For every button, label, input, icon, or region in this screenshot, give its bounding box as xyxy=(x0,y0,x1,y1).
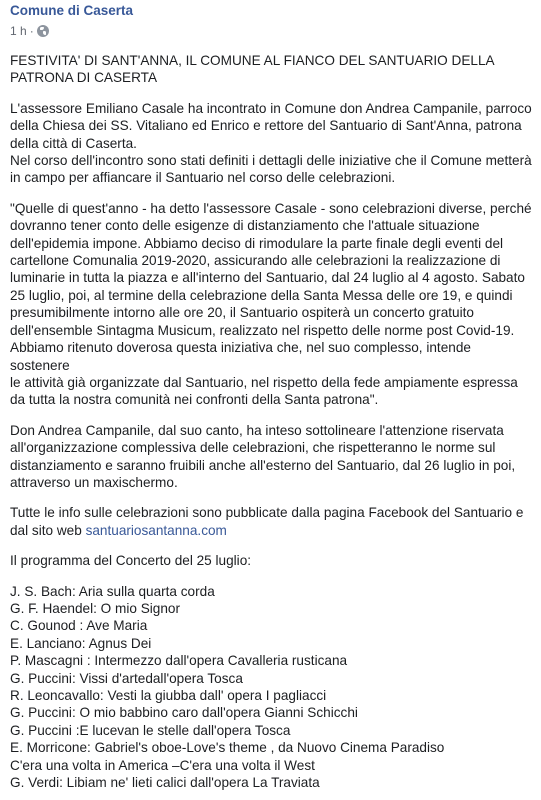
text-line: cartellone Comunalia 2019-2020, assicurando alle celebrazioni la realizzazione di xyxy=(10,253,501,269)
program-item: C. Gounod : Ave Maria xyxy=(10,618,148,634)
post-body xyxy=(10,52,534,791)
paragraph-4 xyxy=(10,504,534,539)
program-item: C'era una volta in America –C'era una volta il West xyxy=(10,757,315,773)
page-name-link[interactable]: Comune di Caserta xyxy=(10,3,134,18)
program-item: G. Puccini: O mio babbino caro dall'opera Gianni Schicchi xyxy=(10,705,358,721)
program-heading xyxy=(10,552,534,569)
text-line: all'organizzazione complessiva delle celebrazioni, che rispetteranno le norme sul xyxy=(10,440,496,456)
text-line: della Chiesa dei SS. Vitaliano ed Enrico e rettore del Santuario di Sant'Anna, patrona xyxy=(10,118,522,134)
text-line: dovranno tener conto delle esigenze di distanziamento che l'attuale situazione xyxy=(10,218,480,234)
text-line: Don Andrea Campanile, dal suo canto, ha inteso sottolineare l'attenzione riservata xyxy=(10,422,504,438)
program-list xyxy=(10,583,534,792)
text-fragment: dal sito web xyxy=(10,522,86,538)
text-line: attraverso un maxischermo. xyxy=(10,474,178,490)
program-item: R. Leoncavallo: Vesti la giubba dall' opera I pagliacci xyxy=(10,688,327,703)
text-line: da tutta la nostra comunità nei confronti della Santa patrona". xyxy=(10,392,379,408)
paragraph-3 xyxy=(10,422,534,492)
text-line: 25 luglio, poi, al termine della celebrazione della Santa Messa delle ore 19, e quindi xyxy=(10,287,513,303)
text-line: le attività già organizzate dal Santuario, nel rispetto della fede ampiamente espressa xyxy=(10,374,518,390)
text-line: in campo per affiancare il Santuario nel corso delle celebrazioni. xyxy=(10,170,396,186)
text-line: "Quelle di quest'anno - ha detto l'assessore Casale - sono celebrazioni diverse, perché xyxy=(10,200,532,216)
globe-icon[interactable] xyxy=(37,25,49,37)
program-item: G. Puccini :E lucevan le stelle dall'opera Tosca xyxy=(10,722,291,738)
program-item: G. Puccini: Vissi d'artedall'opera Tosca xyxy=(10,670,243,686)
title-line: FESTIVITA' DI SANT'ANNA, IL COMUNE AL FIANCO DEL SANTUARIO DELLA xyxy=(10,53,495,68)
meta-separator: · xyxy=(29,24,34,38)
program-title: Il programma del Concerto del 25 luglio: xyxy=(10,553,252,569)
program-item: E. Morricone: Gabriel's oboe-Love's theme , da Nuovo Cinema Paradiso xyxy=(10,740,445,756)
post-header xyxy=(10,2,133,39)
program-item: J. S. Bach: Aria sulla quarta corda xyxy=(10,583,215,599)
text-line: Tutte le info sulle celebrazioni sono pubblicate dalla pagina Facebook del Santuario e xyxy=(10,505,524,521)
post-timestamp[interactable]: 1 h xyxy=(10,24,27,38)
text-line: presumibilmente intorno alle ore 20, il Santuario ospiterà un concerto gratuito xyxy=(10,305,474,321)
paragraph-2 xyxy=(10,200,534,409)
text-line: Nel corso dell'incontro sono stati definiti i dettagli delle iniziative che il Comune metterà xyxy=(10,153,532,169)
post-meta xyxy=(10,23,133,39)
program-item: G. Verdi: Libiam ne' lieti calici dall'opera La Traviata xyxy=(10,775,320,791)
post-title xyxy=(10,52,534,87)
text-line: dell'epidemia impone. Abbiamo deciso di rimodulare la parte finale degli eventi del xyxy=(10,235,504,251)
program-item: P. Mascagni : Intermezzo dall'opera Cavalleria rusticana xyxy=(10,653,348,669)
text-line: luminarie in tutta la piazza e all'interno del Santuario, dal 24 luglio al 4 agosto. Sabato xyxy=(10,270,525,286)
program-item: G. F. Haendel: O mio Signor xyxy=(10,600,180,616)
text-line: L'assessore Emiliano Casale ha incontrato in Comune don Andrea Campanile, parroco xyxy=(10,100,532,116)
program-item: E. Lanciano: Agnus Dei xyxy=(10,635,152,651)
text-line: Abbiamo ritenuto doverosa questa iniziativa che, nel suo complesso, intende sostenere xyxy=(10,340,471,373)
text-line xyxy=(10,522,534,539)
text-line: della città di Caserta. xyxy=(10,135,137,151)
paragraph-1 xyxy=(10,100,534,187)
title-line: PATRONA DI CASERTA xyxy=(10,70,158,86)
text-line: distanziamento e saranno fruibili anche all'esterno del Santuario, dal 26 luglio in poi, xyxy=(10,457,516,473)
website-link[interactable]: santuariosantanna.com xyxy=(85,522,227,538)
text-line: dell'ensemble Sintagma Musicum, realizzato nel rispetto delle norme post Covid-19. xyxy=(10,322,515,338)
